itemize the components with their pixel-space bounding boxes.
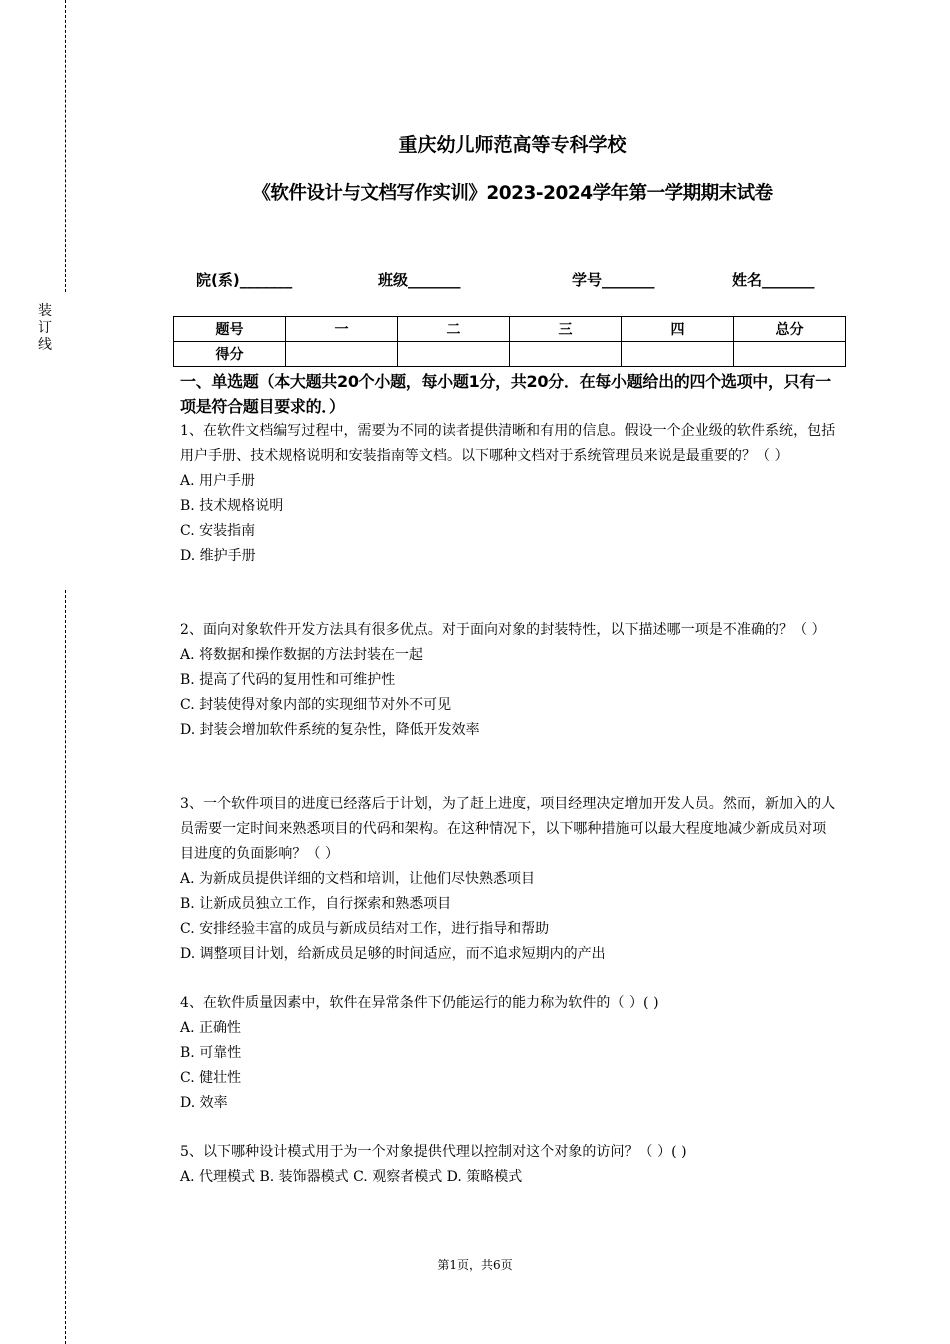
question-3	[180, 792, 840, 967]
score-table-cell: 题号	[174, 317, 286, 342]
score-table-cell: 四	[622, 317, 734, 342]
options-inline[interactable]: A. 代理模式 B. 装饰器模式 C. 观察者模式 D. 策略模式	[180, 1169, 523, 1185]
option-d[interactable]: D. 调整项目计划，给新成员足够的时间适应，而不追求短期内的产出	[180, 946, 606, 962]
option-b[interactable]: B. 让新成员独立工作，自行探索和熟悉项目	[180, 896, 452, 912]
option-d[interactable]: D. 效率	[180, 1095, 228, 1111]
exam-title: 《软件设计与文档写作实训》2023-2024学年第一学期期末试卷	[252, 183, 773, 204]
question-stem: 5、以下哪种设计模式用于为一个对象提供代理以控制对这个对象的访问？（ ）( )	[180, 1144, 687, 1160]
score-table	[173, 316, 846, 367]
binding-char: 装	[38, 303, 52, 319]
option-b[interactable]: B. 技术规格说明	[180, 498, 284, 514]
option-b[interactable]: B. 可靠性	[180, 1045, 242, 1061]
score-entry-cell[interactable]	[398, 342, 510, 367]
option-c[interactable]: C. 安装指南	[180, 523, 256, 539]
question-1	[180, 419, 840, 569]
question-5	[180, 1140, 840, 1190]
option-c[interactable]: C. 封装使得对象内部的实现细节对外不可见	[180, 697, 452, 713]
question-2	[180, 618, 840, 743]
option-b[interactable]: B. 提高了代码的复用性和可维护性	[180, 672, 396, 688]
score-entry-cell[interactable]	[510, 342, 622, 367]
department-field[interactable]: 院(系)_______	[196, 271, 293, 289]
section-heading: 一、单选题（本大题共20个小题，每小题1分，共20分．在每小题给出的四个选项中，只有一项是符合题目要求的．）	[180, 372, 831, 416]
question-stem: 3、一个软件项目的进度已经落后于计划，为了赶上进度，项目经理决定增加开发人员。然而，新加入的人员需要一定时间来熟悉项目的代码和架构。在这种情况下，以下哪种措施可以最大程度地减少新成员对项目进度的负面影响？（ ）	[180, 796, 836, 862]
class-field[interactable]: 班级_______	[378, 271, 461, 289]
binding-char: 线	[38, 337, 52, 353]
student-id-field[interactable]: 学号_______	[572, 271, 655, 289]
option-c[interactable]: C. 安排经验丰富的成员与新成员结对工作，进行指导和帮助	[180, 921, 550, 937]
question-4	[180, 991, 840, 1116]
score-entry-cell[interactable]	[286, 342, 398, 367]
score-entry-cell[interactable]	[622, 342, 734, 367]
score-table-cell: 二	[398, 317, 510, 342]
score-table-score-row	[174, 342, 846, 367]
binding-line-bottom	[65, 590, 66, 1344]
option-a[interactable]: A. 用户手册	[180, 473, 256, 489]
option-a[interactable]: A. 将数据和操作数据的方法封装在一起	[180, 647, 424, 663]
question-stem: 1、在软件文档编写过程中，需要为不同的读者提供清晰和有用的信息。假设一个企业级的软件系统，包括用户手册、技术规格说明和安装指南等文档。以下哪种文档对于系统管理员来说是最重要的？（ ）	[180, 423, 836, 464]
student-info-row	[196, 269, 836, 291]
question-stem: 2、面向对象软件开发方法具有很多优点。对于面向对象的封装特性，以下描述哪一项是不准确的？（ ）	[180, 622, 826, 638]
option-a[interactable]: A. 为新成员提供详细的文档和培训，让他们尽快熟悉项目	[180, 871, 536, 887]
option-a[interactable]: A. 正确性	[180, 1020, 242, 1036]
score-table-cell: 三	[510, 317, 622, 342]
page-number: 第1页，共6页	[437, 1258, 513, 1272]
score-table-cell: 总分	[734, 317, 846, 342]
option-c[interactable]: C. 健壮性	[180, 1070, 242, 1086]
binding-line-top	[65, 0, 66, 292]
binding-char: 订	[38, 320, 52, 336]
option-d[interactable]: D. 维护手册	[180, 548, 256, 564]
score-entry-cell[interactable]	[734, 342, 846, 367]
school-title: 重庆幼儿师范高等专科学校	[398, 134, 627, 156]
option-d[interactable]: D. 封装会增加软件系统的复杂性，降低开发效率	[180, 722, 480, 738]
name-field[interactable]: 姓名_______	[732, 271, 815, 289]
binding-label	[37, 303, 53, 354]
question-stem: 4、在软件质量因素中，软件在异常条件下仍能运行的能力称为软件的（ ）( )	[180, 995, 659, 1011]
score-table-cell: 一	[286, 317, 398, 342]
score-table-header-row	[174, 317, 846, 342]
score-table-cell: 得分	[174, 342, 286, 367]
